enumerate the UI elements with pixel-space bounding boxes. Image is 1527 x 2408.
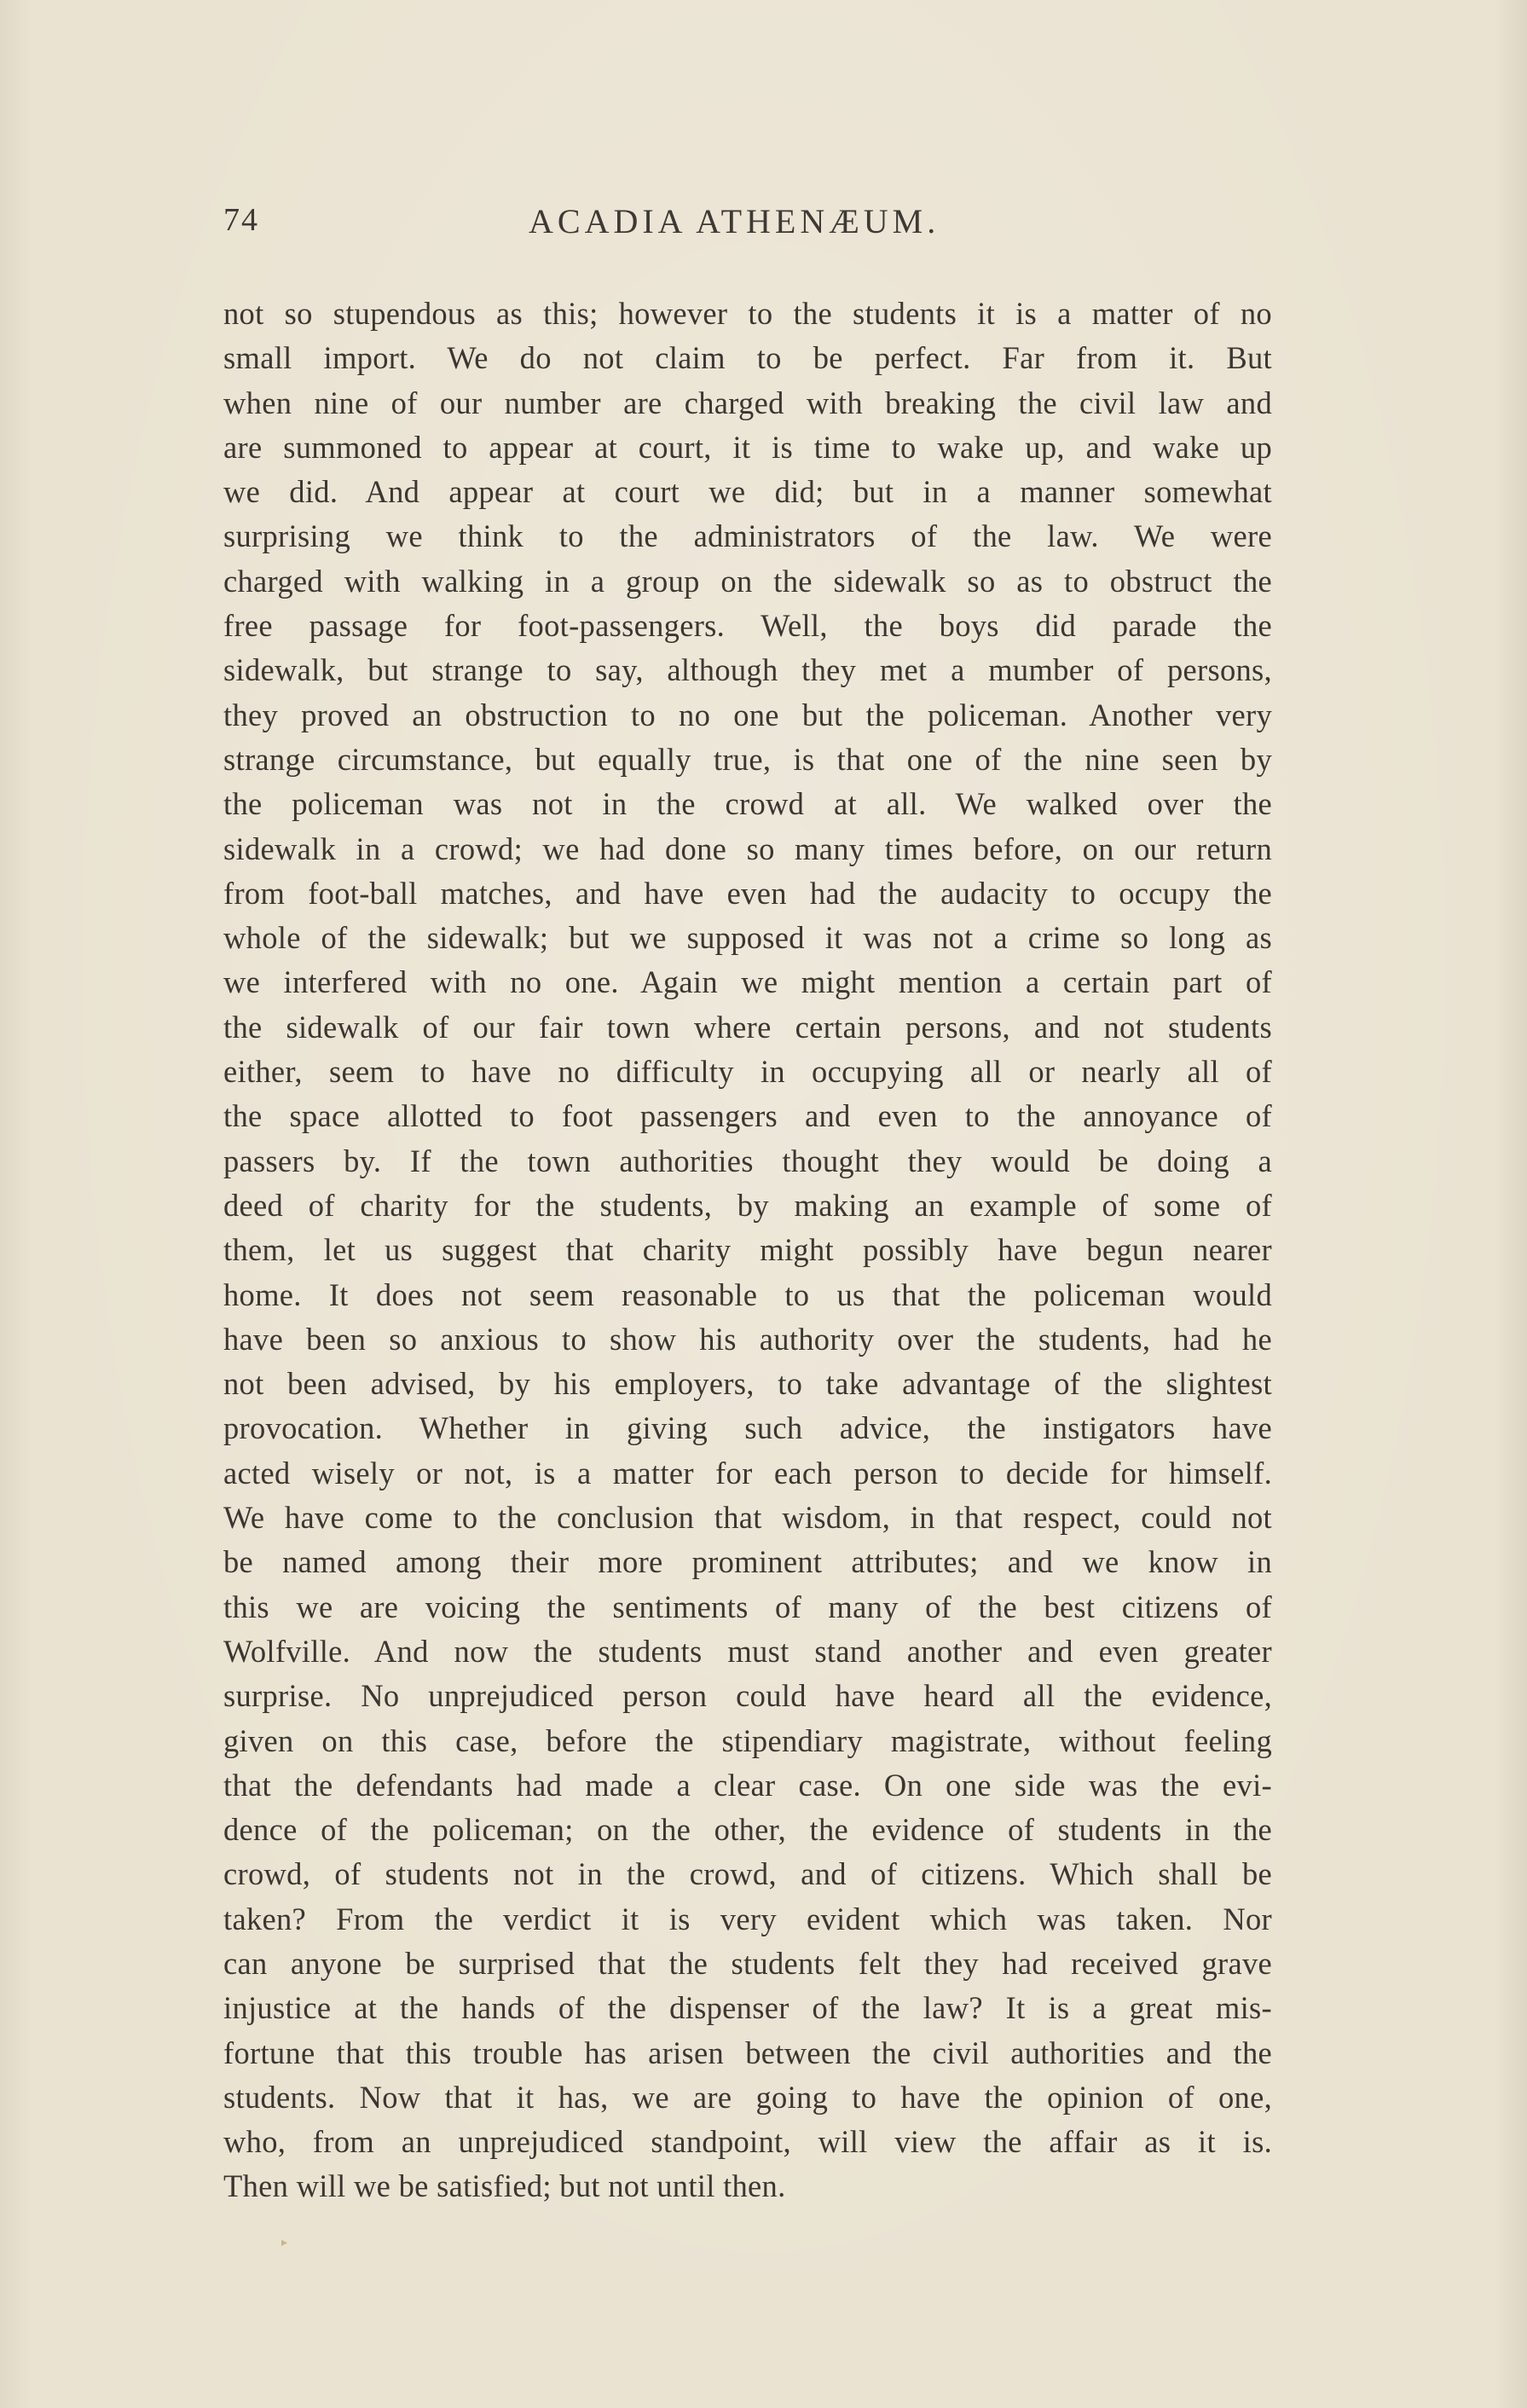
text-line: charged with walking in a group on the sidewalk so as to obstruct the [223, 563, 1272, 599]
text-line: home. It does not seem reasonable to us that the policeman would [223, 1276, 1272, 1312]
text-line: sidewalk, but strange to say, although they met a mumber of persons, [223, 652, 1272, 688]
text-line: when nine of our number are charged with breaking the civil law and [223, 385, 1272, 420]
text-line: the policeman was not in the crowd at all. We walked over the [223, 786, 1272, 822]
running-head [223, 201, 1272, 252]
text-line: whole of the sidewalk; but we supposed it was not a crime so long as [223, 920, 1272, 956]
text-line: passers by. If the town authorities thought they would be doing a [223, 1143, 1272, 1178]
text-line: this we are voicing the sentiments of many of the best citizens of [223, 1589, 1272, 1624]
text-line: are summoned to appear at court, it is time to wake up, and wake up [223, 429, 1272, 465]
text-line: the space allotted to foot passengers and even to the annoyance of [223, 1098, 1272, 1134]
text-line: strange circumstance, but equally true, is that one of the nine seen by [223, 741, 1272, 777]
text-line: acted wisely or not, is a matter for each person to decide for himself. [223, 1455, 1272, 1491]
text-line: given on this case, before the stipendiary magistrate, without feeling [223, 1722, 1272, 1758]
text-line: taken? From the verdict it is very evident which was taken. Nor [223, 1901, 1272, 1936]
page-number: 74 [223, 202, 259, 238]
ink-speck: ▸ [281, 2236, 288, 2249]
text-line: students. Now that it has, we are going to have the opinion of one, [223, 2079, 1272, 2115]
text-line: We have come to the conclusion that wisdom, in that respect, could not [223, 1500, 1272, 1536]
text-line: sidewalk in a crowd; we had done so many times before, on our return [223, 831, 1272, 866]
text-line-final: Then will we be satisfied; but not until then. [223, 2168, 786, 2204]
text-line: that the defendants had made a clear case. On one side was the evi- [223, 1767, 1272, 1803]
text-line: we interfered with no one. Again we might mention a certain part of [223, 964, 1272, 1000]
text-line: surprising we think to the administrators of the law. We were [223, 518, 1272, 554]
text-line: fortune that this trouble has arisen between the civil authorities and the [223, 2035, 1272, 2070]
text-line: provocation. Whether in giving such advice, the instigators have [223, 1410, 1272, 1446]
text-line: we did. And appear at court we did; but in a manner somewhat [223, 474, 1272, 510]
text-line: not so stupendous as this; however to the students it is a matter of no [223, 296, 1272, 331]
text-line: have been so anxious to show his authority over the students, had he [223, 1321, 1272, 1357]
text-line: injustice at the hands of the dispenser of the law? It is a great mis- [223, 1990, 1272, 2026]
text-line: not been advised, by his employers, to take advantage of the slightest [223, 1366, 1272, 1402]
text-line: small import. We do not claim to be perfect. Far from it. But [223, 340, 1272, 376]
article-body [223, 292, 1272, 2209]
text-line: dence of the policeman; on the other, the evidence of students in the [223, 1812, 1272, 1848]
text-line: the sidewalk of our fair town where certain persons, and not students [223, 1009, 1272, 1045]
text-line: free passage for foot-passengers. Well, the boys did parade the [223, 608, 1272, 644]
text-line: either, seem to have no difficulty in occupying all or nearly all of [223, 1054, 1272, 1090]
text-line: who, from an unprejudiced standpoint, will view the affair as it is. [223, 2124, 1272, 2160]
text-line: be named among their more prominent attributes; and we know in [223, 1544, 1272, 1580]
text-line: them, let us suggest that charity might possibly have begun nearer [223, 1232, 1272, 1268]
text-line: can anyone be surprised that the students felt they had received grave [223, 1945, 1272, 1981]
text-line: Wolfville. And now the students must stand another and even greater [223, 1633, 1272, 1669]
text-line: deed of charity for the students, by making an example of some of [223, 1187, 1272, 1223]
text-line: surprise. No unprejudiced person could have heard all the evidence, [223, 1678, 1272, 1714]
text-line: from foot-ball matches, and have even had the audacity to occupy the [223, 875, 1272, 911]
text-line: crowd, of students not in the crowd, and of citizens. Which shall be [223, 1856, 1272, 1892]
text-line: they proved an obstruction to no one but the policeman. Another very [223, 697, 1272, 732]
journal-title: ACADIA ATHENÆUM. [529, 202, 940, 240]
